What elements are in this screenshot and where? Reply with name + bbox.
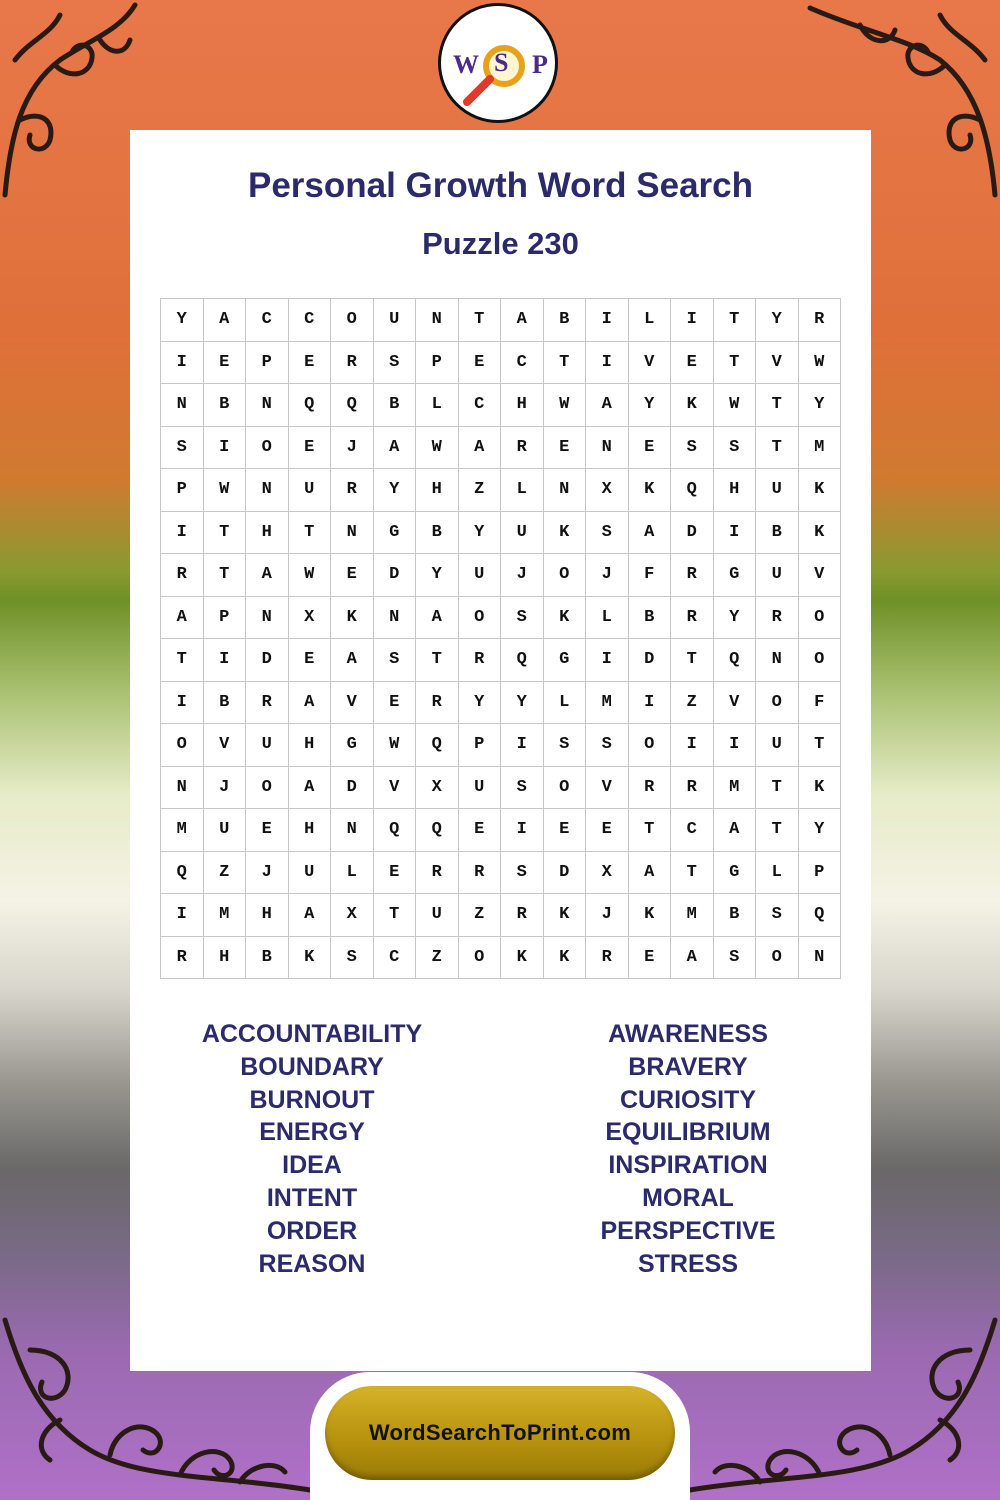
grid-cell[interactable]: I [586,639,629,682]
grid-cell[interactable]: R [331,342,374,385]
grid-cell[interactable]: U [459,767,502,810]
puzzle-card [130,130,871,1371]
grid-cell[interactable]: Z [459,469,502,512]
grid-cell[interactable]: S [374,639,417,682]
grid-cell[interactable]: T [756,809,799,852]
grid-cell[interactable]: P [161,469,204,512]
grid-cell[interactable]: N [544,469,587,512]
grid-cell[interactable]: N [161,767,204,810]
grid-cell[interactable]: I [161,342,204,385]
grid-cell[interactable]: E [289,427,332,470]
word-list-item: BRAVERY [628,1052,748,1081]
grid-cell[interactable]: C [374,937,417,980]
grid-cell[interactable]: O [544,554,587,597]
grid-cell[interactable]: I [161,682,204,725]
grid-cell[interactable]: X [586,852,629,895]
grid-cell[interactable]: E [586,809,629,852]
word-list-item: INSPIRATION [608,1151,768,1180]
grid-cell[interactable]: O [246,427,289,470]
grid-cell[interactable]: C [501,342,544,385]
word-list-item: ORDER [266,1216,358,1245]
grid-cell[interactable]: I [204,639,247,682]
grid-cell[interactable]: T [289,512,332,555]
grid-cell[interactable]: E [671,342,714,385]
grid-cell[interactable]: O [799,597,842,640]
grid-cell[interactable]: A [629,512,672,555]
grid-cell[interactable]: B [544,299,587,342]
grid-cell[interactable]: E [544,427,587,470]
grid-cell[interactable]: Y [629,384,672,427]
grid-cell[interactable]: H [289,724,332,767]
grid-cell[interactable]: U [756,469,799,512]
grid-cell[interactable]: J [586,554,629,597]
grid-cell[interactable]: S [501,597,544,640]
grid-cell[interactable]: R [671,554,714,597]
grid-cell[interactable]: O [756,682,799,725]
grid-cell[interactable]: A [246,554,289,597]
grid-cell[interactable]: H [204,937,247,980]
grid-cell[interactable]: D [246,639,289,682]
grid-cell[interactable]: T [204,554,247,597]
grid-cell[interactable]: S [586,724,629,767]
grid-cell[interactable]: N [331,809,374,852]
grid-cell[interactable]: L [501,469,544,512]
grid-cell[interactable]: Y [799,809,842,852]
grid-cell[interactable]: K [544,512,587,555]
grid-cell[interactable]: Q [799,894,842,937]
grid-cell[interactable]: O [799,639,842,682]
grid-cell[interactable]: S [161,427,204,470]
grid-cell[interactable]: S [374,342,417,385]
grid-cell[interactable]: I [629,682,672,725]
logo-letter-w: W [453,50,479,79]
grid-cell[interactable]: A [586,384,629,427]
grid-cell[interactable]: Q [289,384,332,427]
grid-cell[interactable]: K [629,469,672,512]
grid-cell[interactable]: U [204,809,247,852]
website-link[interactable] [325,1386,675,1480]
grid-cell[interactable]: N [586,427,629,470]
corner-flourish-top-left [0,0,140,200]
grid-cell[interactable]: S [544,724,587,767]
word-list-item: REASON [258,1249,366,1278]
grid-cell[interactable]: H [416,469,459,512]
grid-cell[interactable]: Q [501,639,544,682]
grid-cell[interactable]: W [374,724,417,767]
grid-cell[interactable]: K [544,894,587,937]
grid-cell[interactable]: R [246,682,289,725]
grid-cell[interactable]: W [289,554,332,597]
grid-cell[interactable]: B [246,937,289,980]
grid-cell[interactable]: G [331,724,374,767]
grid-cell[interactable]: O [246,767,289,810]
grid-cell[interactable]: X [289,597,332,640]
word-list-item: BOUNDARY [240,1052,384,1081]
grid-cell[interactable]: A [289,767,332,810]
grid-cell[interactable]: N [246,469,289,512]
grid-cell[interactable]: E [289,639,332,682]
grid-cell[interactable]: P [204,597,247,640]
grid-cell[interactable]: I [714,724,757,767]
grid-cell[interactable]: L [629,299,672,342]
grid-cell[interactable]: K [501,937,544,980]
grid-cell[interactable]: A [501,299,544,342]
grid-cell[interactable]: E [544,809,587,852]
grid-cell[interactable]: X [586,469,629,512]
grid-cell[interactable]: K [289,937,332,980]
grid-cell[interactable]: R [501,427,544,470]
grid-cell[interactable]: T [629,809,672,852]
grid-cell[interactable]: U [374,299,417,342]
word-list-item: EQUILIBRIUM [605,1118,771,1147]
grid-cell[interactable]: E [374,852,417,895]
grid-cell[interactable]: I [586,299,629,342]
grid-cell[interactable]: L [756,852,799,895]
grid-cell[interactable]: I [671,299,714,342]
grid-cell[interactable]: S [501,767,544,810]
grid-cell[interactable]: N [246,597,289,640]
grid-cell[interactable]: I [161,512,204,555]
grid-cell[interactable]: Y [714,597,757,640]
grid-cell[interactable]: T [671,852,714,895]
logo-letter-p: P [532,50,548,79]
grid-cell[interactable]: I [586,342,629,385]
grid-cell[interactable]: E [459,342,502,385]
grid-cell[interactable]: W [416,427,459,470]
grid-cell[interactable]: R [501,894,544,937]
grid-cell[interactable]: T [756,427,799,470]
word-list-item: INTENT [266,1183,358,1212]
grid-cell[interactable]: O [544,767,587,810]
word-list-item: ACCOUNTABILITY [201,1020,423,1048]
grid-cell[interactable]: S [714,937,757,980]
grid-cell[interactable]: V [714,682,757,725]
grid-cell[interactable]: M [161,809,204,852]
page-title: Personal Growth Word Search [247,166,754,205]
grid-cell[interactable]: N [374,597,417,640]
grid-cell[interactable]: A [204,299,247,342]
grid-cell[interactable]: H [289,809,332,852]
grid-cell[interactable]: S [331,937,374,980]
grid-cell[interactable]: A [416,597,459,640]
grid-cell[interactable]: I [161,894,204,937]
grid-cell[interactable]: O [459,937,502,980]
grid-cell[interactable]: P [799,852,842,895]
letter-grid [160,298,841,979]
word-list-right [538,1018,838,1280]
grid-cell[interactable]: J [246,852,289,895]
grid-cell[interactable]: Q [374,809,417,852]
grid-cell[interactable]: R [161,554,204,597]
grid-cell[interactable]: W [544,384,587,427]
grid-cell[interactable]: T [714,299,757,342]
grid-cell[interactable]: T [374,894,417,937]
grid-cell[interactable]: Q [416,809,459,852]
grid-cell[interactable]: P [246,342,289,385]
grid-cell[interactable]: R [756,597,799,640]
grid-cell[interactable]: U [289,469,332,512]
grid-cell[interactable]: Y [416,554,459,597]
grid-cell[interactable]: O [459,597,502,640]
grid-cell[interactable]: A [161,597,204,640]
grid-cell[interactable]: R [799,299,842,342]
grid-cell[interactable]: Q [416,724,459,767]
grid-cell[interactable]: E [289,342,332,385]
grid-cell[interactable]: V [629,342,672,385]
grid-cell[interactable]: L [416,384,459,427]
grid-cell[interactable]: R [629,767,672,810]
grid-cell[interactable]: L [544,682,587,725]
grid-cell[interactable]: U [756,554,799,597]
grid-cell[interactable]: A [289,894,332,937]
word-list-item: STRESS [637,1249,739,1278]
word-list-item: CURIOSITY [619,1085,757,1114]
grid-cell[interactable]: M [714,767,757,810]
grid-cell[interactable]: B [756,512,799,555]
grid-cell[interactable]: M [671,894,714,937]
grid-cell[interactable]: H [714,469,757,512]
grid-cell[interactable]: H [246,894,289,937]
grid-cell[interactable]: D [374,554,417,597]
grid-cell[interactable]: T [544,342,587,385]
grid-cell[interactable]: M [586,682,629,725]
grid-cell[interactable]: N [161,384,204,427]
grid-cell[interactable]: T [416,639,459,682]
grid-cell[interactable]: D [671,512,714,555]
grid-cell[interactable]: S [501,852,544,895]
grid-cell[interactable]: F [629,554,672,597]
grid-cell[interactable]: L [331,852,374,895]
grid-cell[interactable]: S [671,427,714,470]
grid-cell[interactable]: J [501,554,544,597]
grid-cell[interactable]: E [374,682,417,725]
grid-cell[interactable]: S [756,894,799,937]
grid-cell[interactable]: A [374,427,417,470]
grid-cell[interactable]: S [586,512,629,555]
grid-cell[interactable]: R [416,682,459,725]
grid-cell[interactable]: C [246,299,289,342]
grid-cell[interactable]: S [714,427,757,470]
grid-cell[interactable]: O [161,724,204,767]
grid-cell[interactable]: J [204,767,247,810]
grid-cell[interactable]: E [629,937,672,980]
grid-cell[interactable]: Y [374,469,417,512]
grid-cell[interactable]: C [459,384,502,427]
grid-cell[interactable]: K [799,767,842,810]
word-list-item: MORAL [642,1183,734,1212]
grid-cell[interactable]: M [204,894,247,937]
grid-cell[interactable]: Y [161,299,204,342]
grid-cell[interactable]: T [714,342,757,385]
grid-cell[interactable]: Q [714,639,757,682]
grid-cell[interactable]: K [544,937,587,980]
grid-cell[interactable]: T [756,767,799,810]
grid-cell[interactable]: N [756,639,799,682]
grid-cell[interactable]: U [289,852,332,895]
grid-cell[interactable]: K [544,597,587,640]
grid-cell[interactable]: Y [459,512,502,555]
website-url: WordSearchToPrint.com [368,1420,632,1445]
grid-cell[interactable]: U [459,554,502,597]
grid-cell[interactable]: R [459,852,502,895]
word-list-item: PERSPECTIVE [600,1216,776,1245]
grid-cell[interactable]: D [331,767,374,810]
grid-cell[interactable]: I [501,724,544,767]
grid-cell[interactable]: Y [501,682,544,725]
grid-cell[interactable]: Y [799,384,842,427]
grid-cell[interactable]: N [246,384,289,427]
word-list-item: IDEA [282,1151,342,1180]
grid-cell[interactable]: V [756,342,799,385]
grid-cell[interactable]: Z [671,682,714,725]
grid-cell[interactable]: R [161,937,204,980]
grid-cell[interactable]: V [586,767,629,810]
grid-cell[interactable]: O [629,724,672,767]
grid-cell[interactable]: D [544,852,587,895]
grid-cell[interactable]: L [586,597,629,640]
logo-letter-s: S [494,48,509,77]
grid-cell[interactable]: G [374,512,417,555]
grid-cell[interactable]: K [331,597,374,640]
grid-cell[interactable]: G [714,554,757,597]
grid-cell[interactable]: A [671,937,714,980]
grid-cell[interactable]: E [629,427,672,470]
grid-cell[interactable]: K [629,894,672,937]
grid-cell[interactable]: Z [204,852,247,895]
grid-cell[interactable]: O [331,299,374,342]
grid-cell[interactable]: Y [756,299,799,342]
grid-cell[interactable]: R [459,639,502,682]
grid-cell[interactable]: H [501,384,544,427]
grid-cell[interactable]: A [459,427,502,470]
grid-cell[interactable]: E [459,809,502,852]
grid-cell[interactable]: U [756,724,799,767]
grid-cell[interactable]: Q [671,469,714,512]
grid-cell[interactable]: B [204,682,247,725]
grid-cell[interactable]: P [459,724,502,767]
grid-cell[interactable]: K [799,512,842,555]
grid-cell[interactable]: T [459,299,502,342]
grid-cell[interactable]: R [671,597,714,640]
grid-cell[interactable]: I [204,427,247,470]
site-logo[interactable] [438,3,558,123]
grid-cell[interactable]: E [246,809,289,852]
grid-cell[interactable]: V [204,724,247,767]
grid-cell[interactable]: F [799,682,842,725]
grid-cell[interactable]: W [799,342,842,385]
grid-cell[interactable]: N [331,512,374,555]
puzzle-number: Puzzle 230 [422,226,579,261]
grid-cell[interactable]: T [204,512,247,555]
grid-cell[interactable]: G [714,852,757,895]
grid-cell[interactable]: E [331,554,374,597]
grid-cell[interactable]: I [501,809,544,852]
grid-cell[interactable]: W [204,469,247,512]
grid-cell[interactable]: X [331,894,374,937]
grid-cell[interactable]: U [416,894,459,937]
grid-cell[interactable]: K [799,469,842,512]
grid-cell[interactable]: Y [459,682,502,725]
grid-cell[interactable]: V [374,767,417,810]
grid-cell[interactable]: Q [331,384,374,427]
grid-cell[interactable]: Z [459,894,502,937]
grid-cell[interactable]: R [671,767,714,810]
grid-cell[interactable]: A [629,852,672,895]
grid-cell[interactable]: B [714,894,757,937]
grid-cell[interactable]: B [416,512,459,555]
grid-cell[interactable]: D [629,639,672,682]
grid-cell[interactable]: A [331,639,374,682]
grid-cell[interactable]: O [756,937,799,980]
word-list-item: AWARENESS [608,1020,768,1048]
grid-cell[interactable]: Q [161,852,204,895]
grid-cell[interactable]: B [204,384,247,427]
grid-cell[interactable]: B [374,384,417,427]
word-list-item: BURNOUT [249,1085,375,1114]
grid-cell[interactable]: I [671,724,714,767]
grid-cell[interactable]: N [799,937,842,980]
grid-cell[interactable]: K [671,384,714,427]
grid-cell[interactable]: R [416,852,459,895]
grid-cell[interactable]: N [416,299,459,342]
grid-cell[interactable]: B [629,597,672,640]
grid-cell[interactable]: M [799,427,842,470]
grid-cell[interactable]: P [416,342,459,385]
grid-cell[interactable]: G [544,639,587,682]
grid-cell[interactable]: U [246,724,289,767]
grid-cell[interactable]: T [671,639,714,682]
grid-cell[interactable]: J [586,894,629,937]
word-list-item: ENERGY [259,1118,365,1147]
grid-cell[interactable]: T [161,639,204,682]
grid-cell[interactable]: A [714,809,757,852]
grid-cell[interactable]: H [246,512,289,555]
grid-cell[interactable]: V [799,554,842,597]
word-list-left [162,1018,462,1280]
grid-cell[interactable]: V [331,682,374,725]
grid-cell[interactable]: C [671,809,714,852]
grid-cell[interactable]: R [331,469,374,512]
grid-cell[interactable]: W [714,384,757,427]
grid-cell[interactable]: T [756,384,799,427]
grid-cell[interactable]: X [416,767,459,810]
grid-cell[interactable]: A [289,682,332,725]
grid-cell[interactable]: U [501,512,544,555]
grid-cell[interactable]: E [204,342,247,385]
grid-cell[interactable]: I [714,512,757,555]
grid-cell[interactable]: T [799,724,842,767]
grid-cell[interactable]: C [289,299,332,342]
grid-cell[interactable]: Z [416,937,459,980]
grid-cell[interactable]: R [586,937,629,980]
grid-cell[interactable]: J [331,427,374,470]
